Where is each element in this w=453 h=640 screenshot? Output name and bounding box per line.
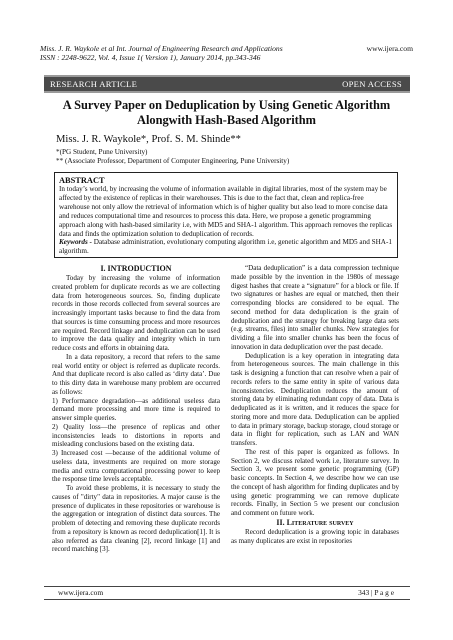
paragraph: Today by increasing the volume of information created problem for duplicate records as we are collecting data from heterogeneous sources. So, finding duplicate records in those records collected from several sources are increasingly important tasks because to find the data from that sources is time consuming process and more resources are required. Record linkage and deduplication can be used to improve the data quality and integrity which in turn reduce costs and efforts in obtaining data. xyxy=(52,274,220,352)
paragraph: “Data deduplication” is a data compression technique made possible by the invention in the 1980s of message digest hashes that create a “signature” for a block or file. If two signatures or hashes are equal or matched, then their corresponding blocks are considered to be equal. The second method for data deduplication is the grain of deduplication and the strategy for breaking large data sets (e.g. streams, files) into smaller chunks. New strategies for dividing a file into smaller chunks has been the focus of innovation in data deduplication over the past decade. xyxy=(231,264,399,351)
paper-title: A Survey Paper on Deduplication by Using Genetic Algorithm Alongwith Hash-Based Algorithm xyxy=(62,98,391,127)
right-column xyxy=(231,264,399,545)
journal-citation: Miss. J. R. Waykole et al Int. Journal of Engineering Research and Applications xyxy=(40,44,283,53)
affiliation-2: ** (Associate Professor, Department of Computer Engineering, Pune University) xyxy=(56,157,290,165)
page-footer xyxy=(44,586,410,600)
keywords-text: Database administration, evolutionary computing algorithm i.e, genetic algorithm and MD5 and SHA-1 algorithm. xyxy=(59,238,392,256)
affiliations xyxy=(56,148,289,166)
keywords-label: Keywords - xyxy=(59,238,92,247)
abstract-heading: ABSTRACT xyxy=(59,176,105,185)
journal-site: www.ijera.com xyxy=(366,44,413,53)
paragraph: Deduplication is a key operation in integrating data from heterogeneous sources. The main challenge in this task is designing a function that can resolve when a pair of records refers to the same entity in spite of various data inconsistencies. Deduplication reduces the amount of storing data by eliminating redundant copy of data. Data is deduplicated as it is written, and it reduces the space for storing more and more data. Deduplication can be applied to data in primary storage, backup storage, cloud storage or data in flight for replication, such as LAN and WAN transfers. xyxy=(231,351,399,447)
footer-url: www.ijera.com xyxy=(58,588,104,597)
article-type-label: RESEARCH ARTICLE xyxy=(50,79,138,89)
article-type-banner xyxy=(44,75,410,93)
paragraph: The rest of this paper is organized as follows. In Section 2, we discuss related work i.e, literature survey. In Section 3, we present some genetic programming (GP) basic concepts. In Section 4, we describe how we can use the concept of hash algorithm for finding duplicates and by using genetic programming we can remove duplicate records. Finally, in Section 5 we present our conclusion and comment on future work. xyxy=(231,447,399,517)
paragraph: Record deduplication is a growing topic in databases as many duplicates are exist in repositories xyxy=(231,527,399,545)
author-list: Miss. J. R. Waykole*, Prof. S. M. Shinde** xyxy=(56,134,241,145)
section-heading-literature-survey: II. Literature survey xyxy=(276,517,354,527)
list-item: 3) Increased cost —because of the additional volume of useless data, investments are required on more storage media and extra computational processing power to keep the response time levels acceptable. xyxy=(52,449,220,484)
list-item: 1) Performance degradation—as additional useless data demand more processing and more time is required to answer simple queries. xyxy=(52,396,220,422)
paragraph: To avoid these problems, it is necessary to study the causes of "dirty" data in repositories. A major cause is the presence of duplicates in these repositories or warehouse is the aggregation or integration of distinct data sources. The problem of detecting and removing these duplicate records from a repository is known as record deduplication[1]. It is also referred as data cleaning [2], record linkage [1] and record matching [3]. xyxy=(52,484,220,554)
page-number: 343 | P a g e xyxy=(358,588,394,597)
list-item: 2) Quality loss—the presence of replicas and other inconsistencies leads to distortions in reports and misleading conclusions based on the existing data. xyxy=(52,422,220,449)
keywords-line xyxy=(59,238,393,256)
abstract-box xyxy=(54,172,398,258)
affiliation-1: *(PG Student, Pune University) xyxy=(56,148,148,156)
abstract-text: In today’s world, by increasing the volume of information available in digital libraries, most of the system may be affected by the existence of replicas in their warehouses. This is due to the fact that, clean and replica-free warehouse not only allow the retrieval of information which is of higher quality but also lead to more concise data and reduces computational time and resources to process this data. Here, we propose a genetic programming approach along with hash-based similarity i.e, with MD5 and SHA-1 algorithm. This approach removes the replicas data and finds the optimization solution to deduplication of records. xyxy=(59,185,393,238)
section-heading-introduction: I. INTRODUCTION xyxy=(100,264,172,273)
access-label: OPEN ACCESS xyxy=(342,79,402,89)
paragraph: In a data repository, a record that refers to the same real world entity or object is referred as duplicate records. And that duplicate record is also called as ‘dirty data’. Due to this dirty data in warehouse many problem are occurred as follows: xyxy=(52,352,220,396)
left-column xyxy=(52,264,220,554)
running-header xyxy=(40,44,413,63)
issn-line: ISSN : 2248-9622, Vol. 4, Issue 1( Version 1), January 2014, pp.343-346 xyxy=(40,53,261,63)
